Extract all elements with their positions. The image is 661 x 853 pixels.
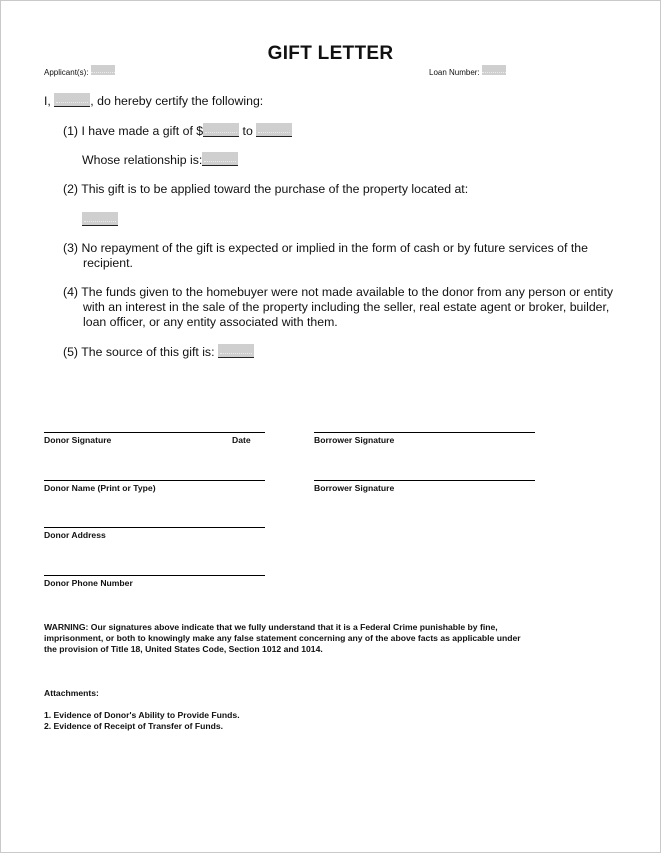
relationship-field[interactable] bbox=[202, 152, 238, 166]
donor-address-line[interactable] bbox=[44, 527, 265, 528]
document-title: GIFT LETTER bbox=[267, 43, 394, 64]
property-address-field[interactable] bbox=[82, 212, 118, 226]
item-1-mid: to bbox=[242, 124, 253, 138]
relationship-label: Whose relationship is: bbox=[82, 153, 203, 167]
warning-text: WARNING: Our signatures above indicate that we fully understand that it is a Federal Crime punishable by fine, imprisonment, or both to knowingly make any false statement concerning any of the above facts as applicable under the provision of Title 18, United States Code, Section 1012 and 1014. bbox=[44, 622, 521, 654]
donor-phone-label: Donor Phone Number bbox=[44, 578, 133, 588]
item-2: (2) This gift is to be applied toward the purchase of the property located at: bbox=[63, 182, 469, 196]
borrower-signature-line-1[interactable] bbox=[314, 432, 535, 433]
borrower-signature-label-2: Borrower Signature bbox=[314, 483, 395, 493]
attachment-item-1: 1. Evidence of Donor's Ability to Provide Funds. bbox=[44, 710, 240, 720]
intro-prefix: I, bbox=[44, 94, 51, 108]
item-5 bbox=[63, 344, 254, 360]
item-1 bbox=[63, 123, 292, 139]
donor-signature-label: Donor Signature bbox=[44, 435, 112, 445]
applicant-label: Applicant(s): bbox=[44, 68, 89, 77]
applicant-row bbox=[44, 65, 115, 77]
gift-amount-field[interactable] bbox=[203, 123, 239, 137]
donor-signature-line[interactable] bbox=[44, 432, 265, 433]
intro-line bbox=[44, 93, 263, 109]
relationship-row bbox=[82, 152, 238, 168]
donor-phone-line[interactable] bbox=[44, 575, 265, 576]
certifier-name-field[interactable] bbox=[54, 93, 90, 107]
donor-address-label: Donor Address bbox=[44, 530, 106, 540]
attachment-item-2: 2. Evidence of Receipt of Transfer of Funds. bbox=[44, 721, 224, 731]
gift-source-field[interactable] bbox=[218, 344, 254, 358]
loan-number-row bbox=[429, 65, 506, 77]
attachments-heading: Attachments: bbox=[44, 688, 99, 698]
loan-number-field[interactable] bbox=[482, 65, 506, 75]
recipient-field[interactable] bbox=[256, 123, 292, 137]
item-4: (4) The funds given to the homebuyer were not made available to the donor from any person or entity with an interest in the sale of the property including the seller, real estate agent or broker, builder, loan officer, or any entity associated with them. bbox=[63, 285, 614, 329]
applicant-field[interactable] bbox=[91, 65, 115, 75]
borrower-signature-line-2[interactable] bbox=[314, 480, 535, 481]
item-5-label: (5) The source of this gift is: bbox=[63, 345, 215, 359]
item-3: (3) No repayment of the gift is expected or implied in the form of cash or by future services of the recipient. bbox=[63, 241, 588, 270]
date-label: Date bbox=[232, 435, 251, 445]
loan-number-label: Loan Number: bbox=[429, 68, 480, 77]
property-address-row bbox=[82, 211, 118, 229]
borrower-signature-label-1: Borrower Signature bbox=[314, 435, 395, 445]
intro-suffix: , do hereby certify the following: bbox=[90, 94, 264, 108]
donor-name-label: Donor Name (Print or Type) bbox=[44, 483, 156, 493]
item-1-prefix: (1) I have made a gift of $ bbox=[63, 124, 204, 138]
donor-name-line[interactable] bbox=[44, 480, 265, 481]
